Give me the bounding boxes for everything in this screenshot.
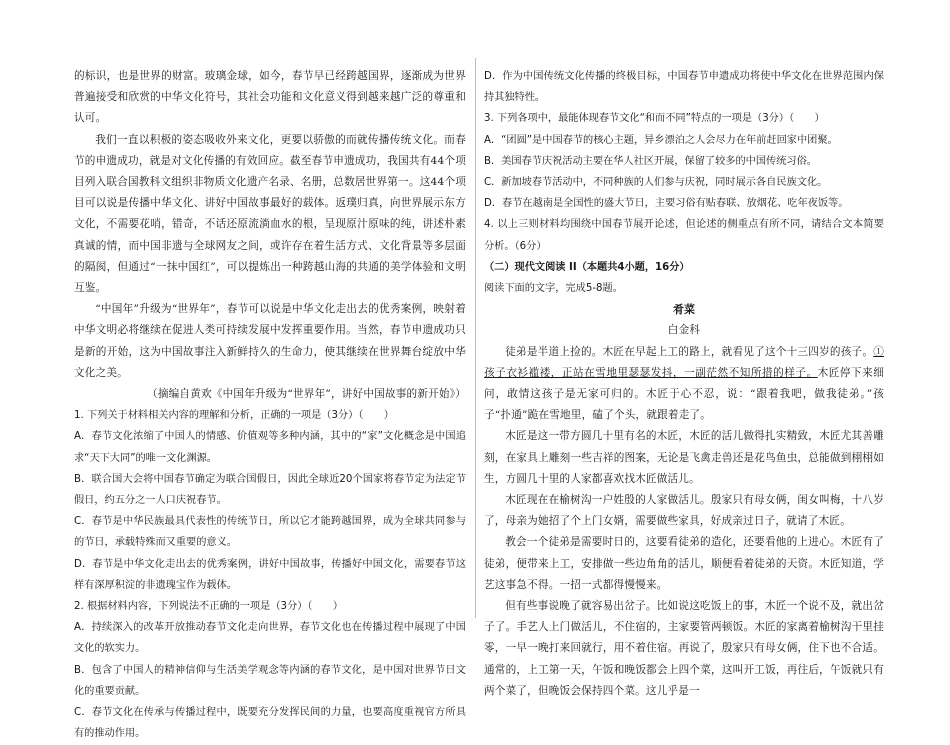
underlined-sentence: ①孩子衣衫褴褛，正站在雪地里瑟瑟发抖，一副茫然不知所措的样子。 (484, 345, 884, 379)
question-2-option-c: C．春节文化在传承与传播过程中，既要充分发挥民间的力量，也要高度重视官方所具有的推动作用。 (74, 707, 466, 740)
story-author: 白金科 (667, 324, 701, 337)
question-2-option-b: B．包含了中国人的精神信仰与生活美学观念等内涵的春节文化，是中国对世界节日文化的重要贡献。 (74, 664, 466, 697)
question-4: 4. 以上三则材料均围绕中国春节展开论述，但论述的侧重点有所不同，请结合文本简要分析。（6分） (484, 219, 884, 252)
question-1-option-c: C．春节是中华民族最具代表性的传统节日，所以它才能跨越国界，成为全球共同参与的节日，承载特殊而又重要的意义。 (74, 516, 466, 549)
story-text: 徒弟是半道上捡的。木匠在早起上工的路上，就看见了这个十三四岁的孩子。 (505, 345, 874, 358)
right-column (484, 66, 884, 702)
story-paragraph: 木匠是这一带方圆几十里有名的木匠，木匠的活儿做得扎实精致，木匠尤其善雕刻，在家具上雕刻一些吉祥的图案，无论是飞禽走兽还是花鸟鱼虫，总能做到栩栩如生，方圆几十里的人家都喜欢找木匠做活儿。 (484, 430, 884, 485)
passage-paragraph: 我们一直以积极的姿态吸收外来文化，更要以骄傲的而就传播传统文化。而春节的申遗成功，就是对文化传播的有效回应。截至春节申遗成功，我国共有44个项目列入联合国教科文组织非物质文化遗产名录、名册，总数居世界第一。这44个项目可以说是传播中华文化、讲好中国故事最好的载体。返璞归真，向世界展示东方文化，不需要花哨，错奇，不话还原流淌血水的根，呈现原汁原味的纯，讲述朴素真诚的情，而中国非遗与全球网友之间，或许存在着生活方式、文化背景等多层面的隔阂，但通过“一抹中国红”，可以提炼出一种跨越山海的共通的美学体验和文明互鉴。 (74, 133, 466, 295)
question-3-option-a: A．“团圆”是中国春节的核心主题，异乡漂泊之人会尽力在年前赶回家中团聚。 (484, 134, 838, 146)
left-column (74, 66, 466, 745)
question-3-option-c: C．新加坡春节活动中，不同种族的人们参与庆祝，同时展示各自民族文化。 (484, 177, 828, 189)
section-heading: （二）现代文阅读 II（本题共4小题，16分） (484, 261, 690, 273)
story-paragraph: 教会一个徒弟是需要时日的，这要看徒弟的造化，还要看他的上进心。木匠有了徒弟，便带来上工，安排做一些边角角的活儿，顺便看着徒弟的天资。木匠知道，学艺这事急不得。一招一式都得慢慢来。 (484, 536, 884, 591)
question-1: 1. 下列关于材料相关内容的理解和分析，正确的一项是（3分）（ ） (74, 410, 394, 422)
question-3-option-b: B．美国春节庆祝活动主要在华人社区开展，保留了较多的中国传统习俗。 (484, 155, 817, 167)
passage-source: （摘编自黄欢《中国年升级为“世界年”，讲好中国故事的新开始》） (147, 388, 466, 401)
question-2: 2. 根据材料内容，下列说法不正确的一项是（3分）（ ） (74, 601, 344, 613)
column-divider (475, 58, 476, 618)
story-title: 肴菜 (673, 303, 695, 317)
passage-paragraph: “中国年”升级为“世界年”，春节可以说是中华文化走出去的优秀案例，映射着中华文明必将继续在促进人类可持续发展中发挥重要作用。当然，春节申遗成功只是新的开始，这为中国故事注入新鲜持久的生命力，使其继续在世界舞台绽放中华文化之美。 (74, 303, 466, 379)
story-paragraph: 木匠现在在榆树沟一户姓殷的人家做活儿。殷家只有母女俩，闺女叫梅，十八岁了，母亲为她招了个上门女婿，需要做些家具，好成亲过日子，就请了木匠。 (484, 494, 884, 528)
question-2-option-d: D．作为中国传统文化传播的终极目标，中国春节申遗成功将使中华文化在世界范围内保持其独特性。 (484, 71, 884, 104)
question-3: 3. 下列各项中，最能体现春节文化“和而不同”特点的一项是（3分）（ ） (484, 113, 825, 125)
story-text: 木匠停下来细问，敢情这孩子是无家可归的。木匠于心不忍，说：“跟着我吧，做我徒弟。”孩子“扑通”跪在雪地里，磕了个头，就跟着走了。 (484, 366, 885, 422)
story-paragraph (484, 342, 884, 427)
question-1-option-d: D．春节是中华文化走出去的优秀案例，讲好中国故事，传播好中国文化，需要春节这样有深厚积淀的非遗瑰宝作为载体。 (74, 558, 466, 591)
section-instruction: 阅读下面的文字，完成5-8题。 (484, 283, 623, 295)
question-2-option-a: A．持续深入的改革开放推动春节文化走向世界，春节文化也在传播过程中展现了中国文化的软实力。 (74, 622, 466, 655)
question-3-option-d: D．春节在越南是全国性的盛大节日，主要习俗有贴春联、放烟花、吃年夜饭等。 (484, 198, 849, 210)
question-1-option-b: B．联合国大会将中国春节确定为联合国假日，因此全球近20个国家将春节定为法定节假日，约五分之一人口庆祝春节。 (74, 473, 466, 507)
passage-paragraph: 的标识，也是世界的财富。玻璃金球，如今，春节早已经跨越国界，逐渐成为世界普遍接受和欣赏的中华文化符号，其社会功能和文化意义得到越来越广泛的尊重和认可。 (74, 70, 466, 125)
story-paragraph: 但有些事说晚了就容易出岔子。比如说这吃饭上的事，木匠一个说不及，就出岔子了。手艺人上门做活儿，不住宿的，主家要管两顿饭。木匠的家离着榆树沟干里挂零，一早一晚打来回就行，用不着住宿。再说了，殷家只有母女俩，住下也不合适。通常的，上工第一天，午饭和晚饭都会上四个菜，这叫开工饭，再往后，午饭就只有两个菜了，但晚饭会保持四个菜。这儿乎是一 (484, 600, 884, 697)
question-1-option-a: A．春节文化浓缩了中国人的情感、价值观等多种内涵，其中的“家”文化概念是中国追求“天下大同”的唯一文化渊源。 (74, 431, 466, 464)
